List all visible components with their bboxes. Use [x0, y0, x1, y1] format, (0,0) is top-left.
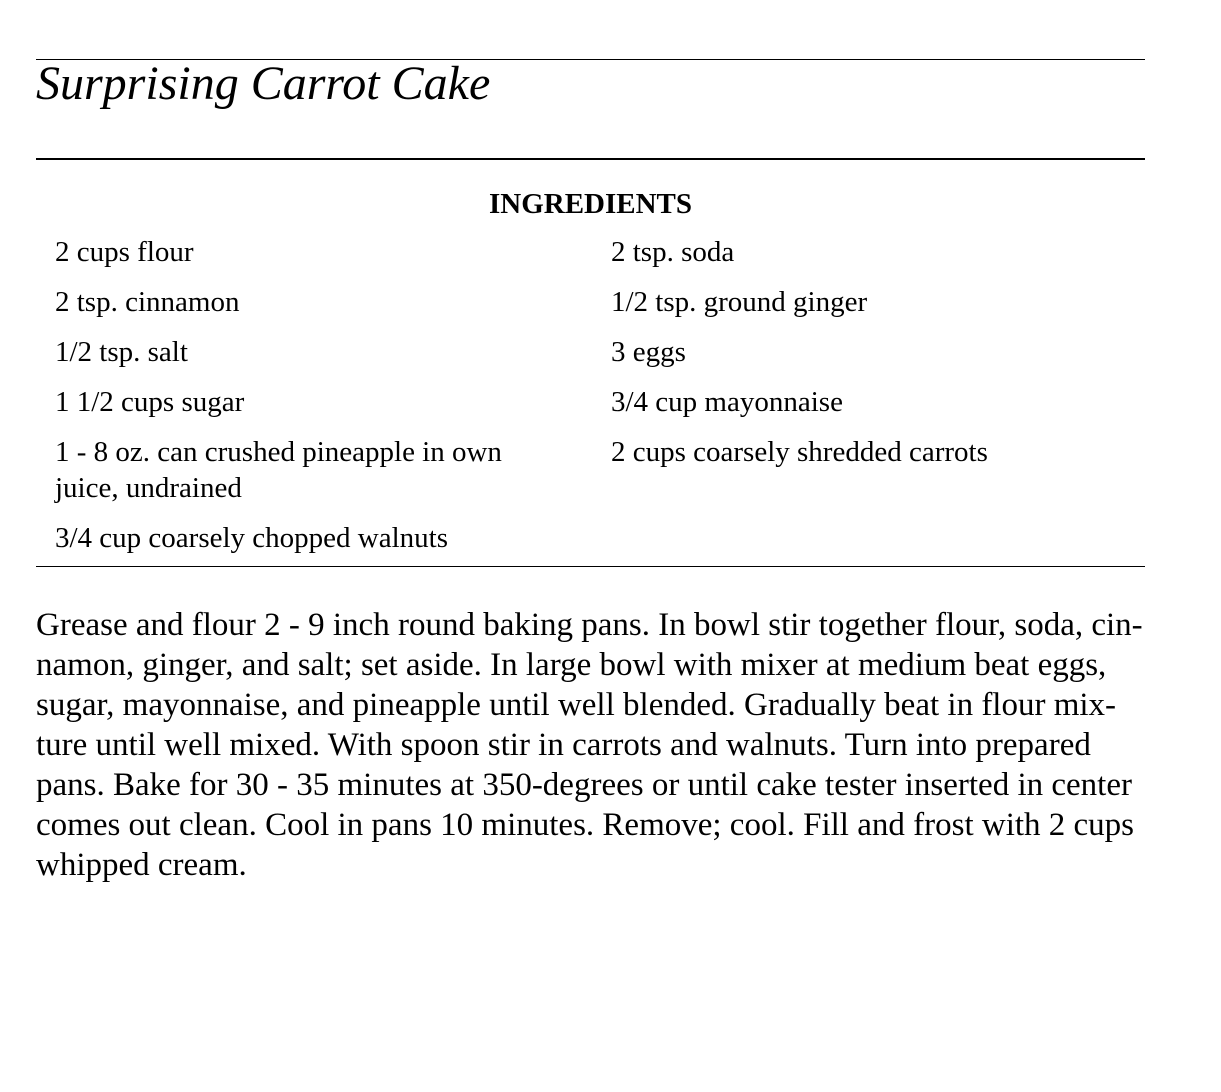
ingredient-item: 2 tsp. soda: [611, 236, 735, 268]
instruction-line: sugar, mayonnaise, and pineapple until well blended. Gradually beat in flour mix-: [36, 687, 1117, 723]
ingredient-item: 2 cups flour: [55, 236, 194, 268]
recipe-title: Surprising Carrot Cake: [36, 57, 491, 110]
instructions-paragraph: [36, 605, 1145, 885]
ingredient-item: 3/4 cup mayonnaise: [611, 386, 843, 418]
instruction-line: whipped cream.: [36, 847, 247, 883]
instruction-line: comes out clean. Cool in pans 10 minutes. Remove; cool. Fill and frost with 2 cups: [36, 807, 1135, 843]
ingredient-item: 2 tsp. cinnamon: [55, 286, 240, 318]
ingredient-item: 3 eggs: [611, 336, 686, 368]
ingredient-item: 1 - 8 oz. can crushed pineapple in own juice, undrained: [55, 436, 502, 504]
ingredient-item: 1/2 tsp. salt: [55, 336, 188, 368]
title-divider: [36, 158, 1145, 160]
ingredients-heading: INGREDIENTS: [488, 188, 693, 220]
instruction-line: namon, ginger, and salt; set aside. In large bowl with mixer at medium beat eggs,: [36, 647, 1107, 683]
instruction-line: pans. Bake for 30 - 35 minutes at 350-degrees or until cake tester inserted in center: [36, 767, 1132, 803]
ingredients-list-right: [611, 234, 1131, 484]
ingredient-item: 1 1/2 cups sugar: [55, 386, 245, 418]
instruction-line: ture until well mixed. With spoon stir in carrots and walnuts. Turn into prepared: [36, 727, 1091, 763]
ingredient-item: 3/4 cup coarsely chopped walnuts: [55, 522, 449, 554]
ingredient-item: 1/2 tsp. ground ginger: [611, 286, 868, 318]
ingredients-list-left: [55, 234, 545, 570]
ingredient-item: 2 cups coarsely shredded carrots: [611, 436, 988, 468]
instruction-line: Grease and flour 2 - 9 inch round baking pans. In bowl stir together flour, soda, cin-: [36, 607, 1143, 643]
ingredients-divider: [36, 566, 1145, 567]
